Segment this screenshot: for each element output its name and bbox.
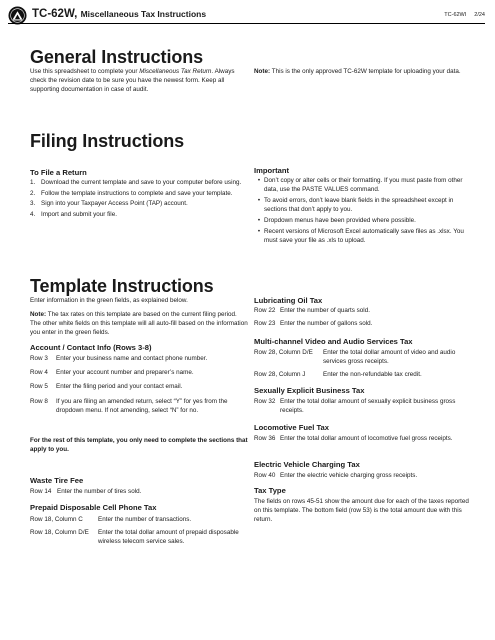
lube-heading: Lubricating Oil Tax: [254, 296, 323, 305]
video-rows: [254, 348, 476, 380]
general-text: Use this spreadsheet to complete your Miscellaneous Tax Return. Always check the revision date to be sure you have the newest form. Keep all supporting documentation in case of audit.: [30, 68, 235, 94]
table-row: Row 18, Column D/E Enter the total dollar amount of prepaid disposable wireless telecom service sales.: [30, 529, 239, 546]
taxtype-text: The fields on rows 45-51 show the amount due for each of the taxes reported on this template. The bottom field (row 53) is the total amount due with this return.: [254, 498, 469, 524]
template-intro: Enter information in the green fields, as explained below.: [30, 297, 188, 304]
general-note: Note: This is the only approved TC-62W template for uploading your data.: [254, 68, 461, 75]
list-item: 4. Import and submit your file.: [30, 211, 117, 219]
header-title: TC-62W, Miscellaneous Tax Instructions: [32, 8, 207, 20]
table-row: Row 3 Enter your business name and contact phone number.: [30, 355, 208, 362]
revision-date: 2/24: [474, 12, 485, 18]
loco-heading: Locomotive Fuel Tax: [254, 423, 329, 432]
table-row: Row 5 Enter the filing period and your contact email.: [30, 383, 183, 391]
form-ref: TC-62WI: [444, 12, 467, 18]
waste-rows: [30, 487, 250, 496]
video-heading: Multi-channel Video and Audio Services Tax: [254, 337, 413, 346]
filing-heading: Filing Instructions: [30, 131, 185, 151]
list-item: • To avoid errors, don’t leave blank fields in the spreadsheet except in sections that don’t apply to you.: [257, 196, 454, 214]
waste-heading: Waste Tire Fee: [30, 476, 84, 485]
form-code: TC-62W: [32, 8, 75, 20]
prepaid-rows: [30, 515, 250, 547]
rest-note: For the rest of this template, you only need to complete the sections that apply to you.: [30, 437, 248, 454]
table-row: Row 4 Enter your account number and preparer’s name.: [30, 369, 194, 377]
table-row: Row 28, Column D/E Enter the total dollar amount of video and audio services gross receipts.: [254, 349, 456, 366]
prepaid-heading: Prepaid Disposable Cell Phone Tax: [30, 503, 157, 512]
list-item: 1. Download the current template and save to your computer before using.: [30, 179, 242, 186]
table-row: Row 14 Enter the number of tires sold.: [30, 488, 142, 495]
filing-steps-list: [30, 178, 252, 221]
table-row: Row 32 Enter the total dollar amount of sexually explicit business gross receipts.: [254, 398, 456, 415]
table-row: Row 23 Enter the number of gallons sold.: [254, 320, 373, 328]
table-row: Row 28, Column J Enter the non-refundable tax credit.: [254, 371, 422, 379]
header-subtitle: Miscellaneous Tax Instructions: [80, 9, 207, 19]
template-heading: Template Instructions: [30, 276, 214, 296]
lube-rows: [254, 306, 476, 328]
table-row: Row 22 Enter the number of quarts sold.: [254, 307, 370, 314]
to-file-heading: To File a Return: [30, 168, 87, 177]
sexual-rows: [254, 397, 476, 415]
template-note: Note: The tax rates on this template are based on the current filing period. The other white fields on this template will all auto-fill based on the information you enter in the green fields.: [30, 311, 248, 337]
table-row: Row 8 If you are filing an amended return, select “Y” for yes from the dropdown menu. If not amending, select “N” for no.: [30, 397, 228, 414]
account-heading: Account / Contact Info (Rows 3-8): [30, 343, 152, 352]
general-heading: General Instructions: [30, 47, 204, 67]
list-item: • Don’t copy or alter cells or their formatting. If you must paste from other data, use the PASTE VALUES command.: [257, 177, 463, 194]
list-item: • Dropdown menus have been provided where possible.: [257, 216, 416, 224]
sexual-heading: Sexually Explicit Business Tax: [254, 386, 365, 395]
header-form-ref: [444, 12, 485, 18]
header-rule: [8, 23, 485, 24]
list-item: 2. Follow the template instructions to complete and save your template.: [30, 189, 233, 197]
loco-rows: [254, 434, 476, 443]
table-row: Row 18, Column C Enter the number of transactions.: [30, 516, 192, 523]
account-rows: [30, 354, 250, 415]
ev-heading: Electric Vehicle Charging Tax: [254, 460, 360, 469]
taxtype-heading: Tax Type: [254, 486, 286, 495]
table-row: Row 40 Enter the electric vehicle charging gross receipts.: [254, 472, 418, 479]
important-list: [254, 176, 476, 246]
important-heading: Important: [254, 166, 290, 175]
ev-rows: [254, 471, 476, 480]
table-row: Row 36 Enter the total dollar amount of locomotive fuel gross receipts.: [254, 435, 453, 442]
list-item: 3. Sign into your Taxpayer Access Point (TAP) account.: [30, 200, 188, 208]
list-item: • Recent versions of Microsoft Excel automatically save files as .xlsx. You must save your file as .xls to upload.: [257, 227, 464, 244]
